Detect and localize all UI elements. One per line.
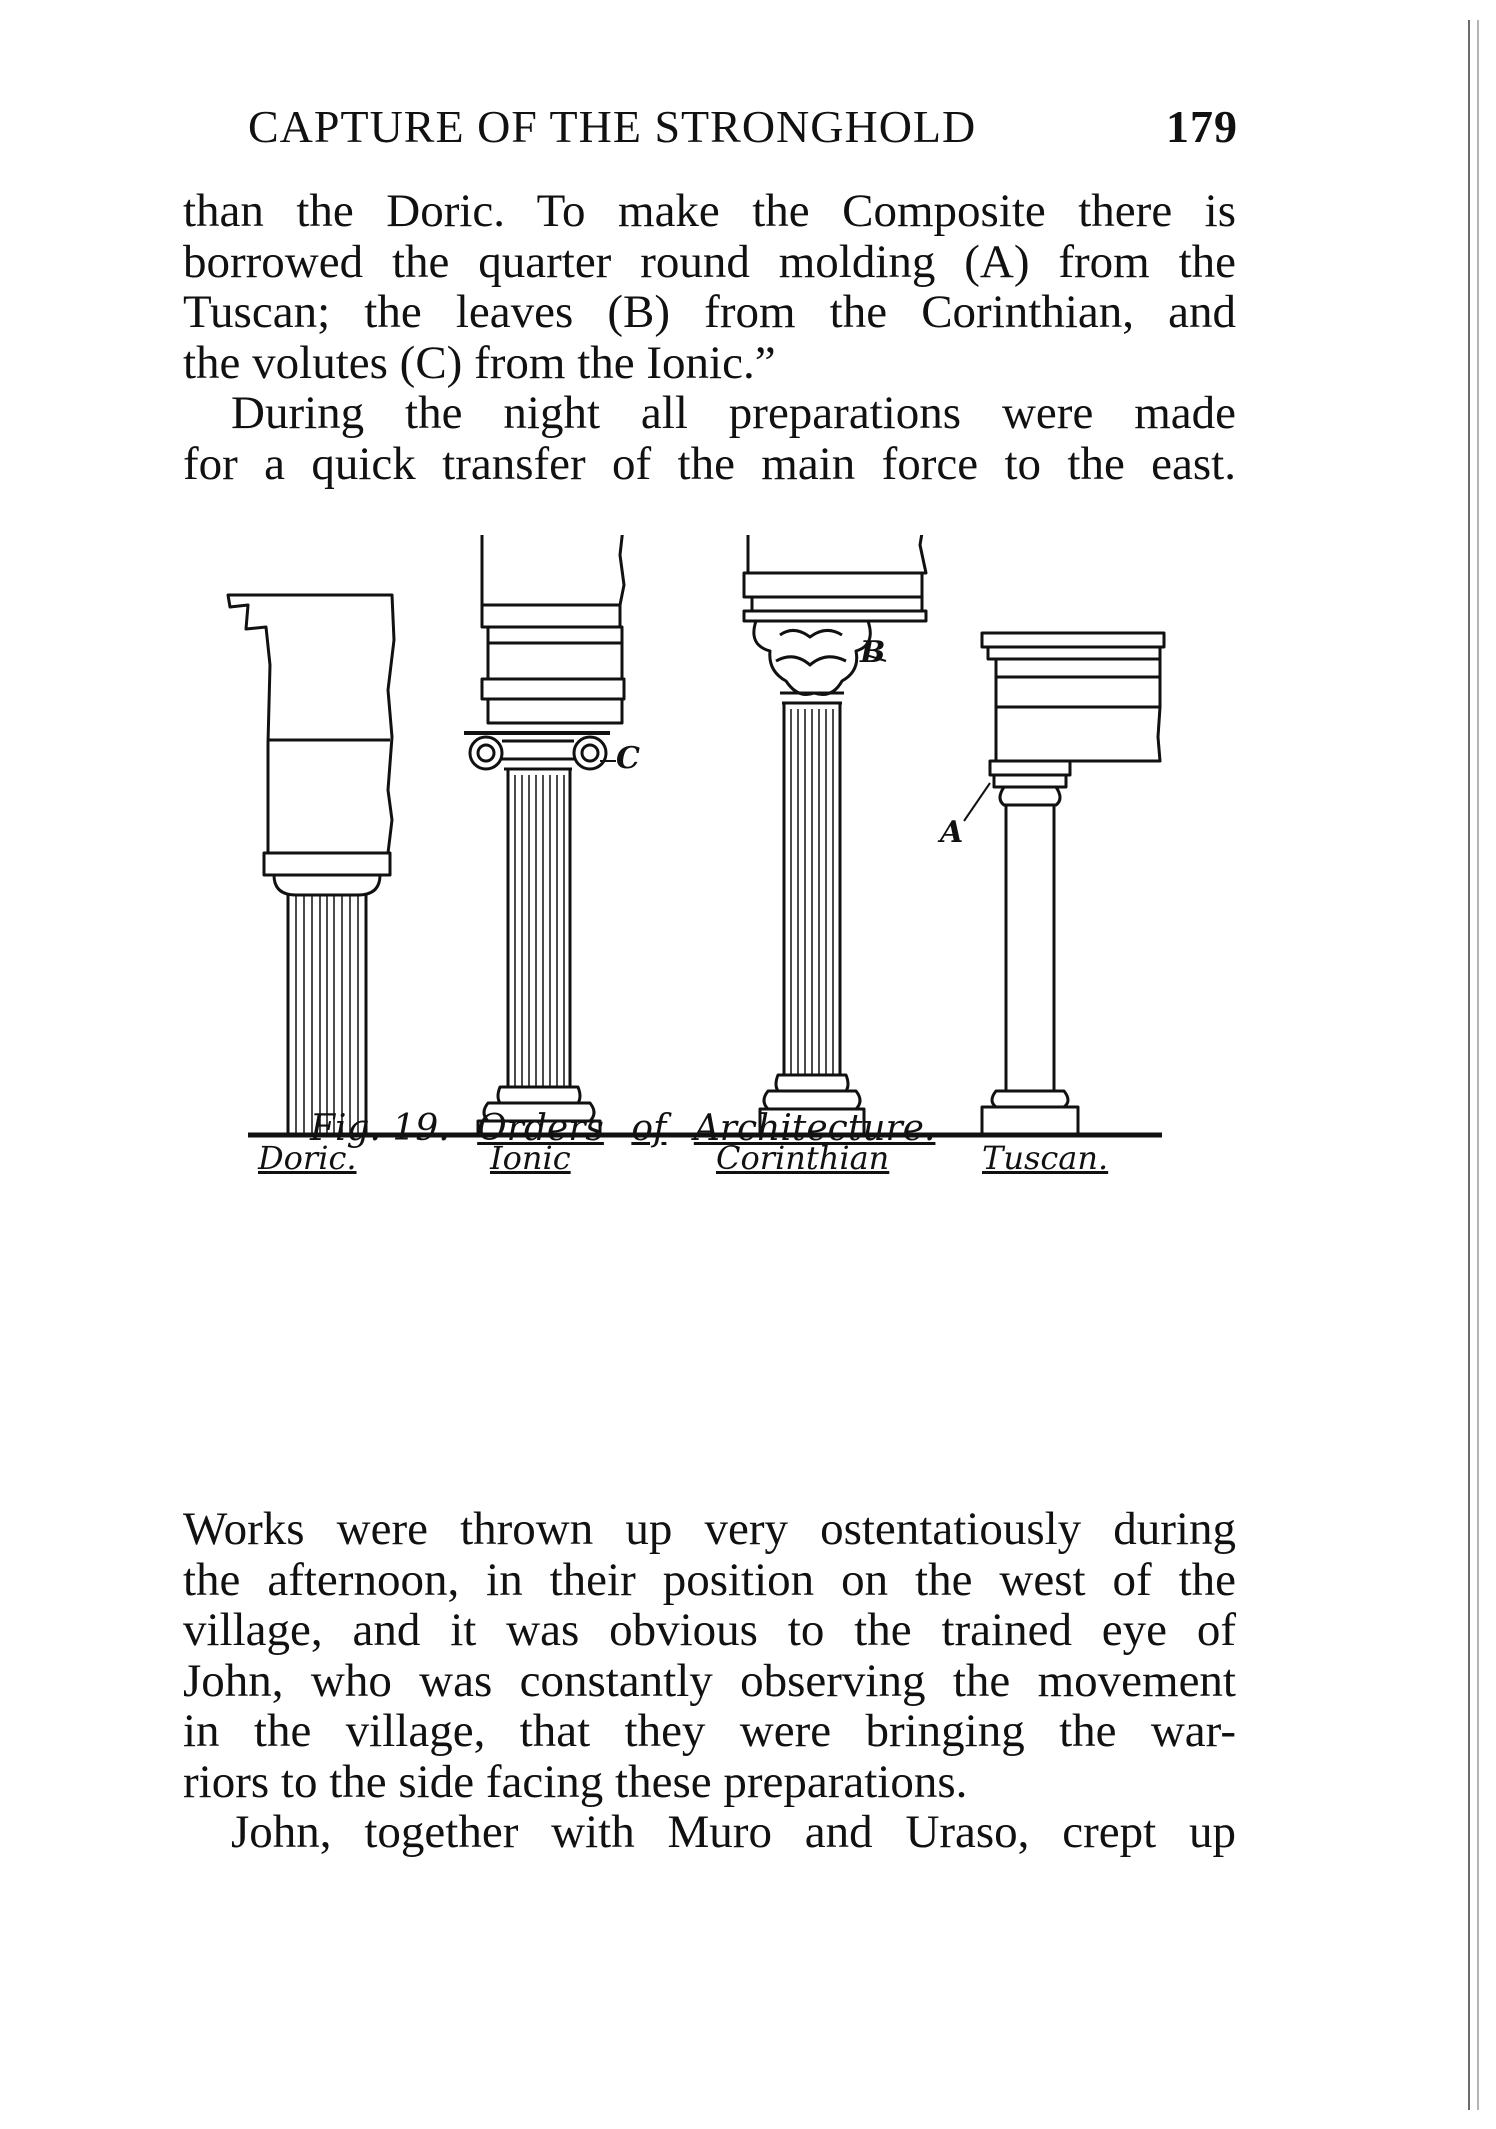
text-line: Tuscan; the leaves (B) from the Corinthian, and <box>183 286 1236 338</box>
label-ionic: Ionic <box>490 1139 571 1177</box>
text-line: During the night all preparations were made <box>231 387 1236 439</box>
text-line: Works were thrown up very ostentatiously during <box>183 1503 1236 1555</box>
text-line: riors to the side facing these preparations. <box>183 1755 968 1808</box>
mark-c: C <box>616 741 640 776</box>
text-line: in the village, that they were bringing the war- <box>183 1705 1236 1757</box>
paragraph-block-bottom <box>183 1504 1236 1858</box>
tuscan-column <box>964 633 1164 1135</box>
orders-of-architecture-figure <box>220 535 1190 1177</box>
text-line: John, who was constantly observing the movement <box>183 1654 1236 1707</box>
running-head <box>248 100 1238 160</box>
text-line: the afternoon, in their position on the west of the <box>183 1553 1236 1606</box>
text-line: borrowed the quarter round molding (A) from the <box>183 235 1236 288</box>
corinthian-column <box>710 535 930 1135</box>
page-edge-line <box>1468 20 1470 2110</box>
label-doric: Doric. <box>258 1139 357 1177</box>
ionic-column <box>452 535 624 1135</box>
page-edge-line <box>1477 20 1479 2110</box>
text-line: for a quick transfer of the main force to the east. <box>183 437 1236 490</box>
mark-a: A <box>940 815 964 850</box>
caption-fig-number: Fig. 19. <box>310 1108 450 1149</box>
text-line: village, and it was obvious to the trained eye of <box>183 1604 1236 1656</box>
mark-b: B <box>860 635 886 670</box>
label-corinthian: Corinthian <box>716 1139 890 1177</box>
page-number: 179 <box>1166 101 1238 152</box>
figure-caption <box>310 1108 951 1149</box>
text-line: John, together with Muro and Uraso, crept up <box>231 1806 1236 1858</box>
chapter-title: CAPTURE OF THE STRONGHOLD <box>248 101 977 152</box>
label-tuscan: Tuscan. <box>982 1139 1109 1177</box>
caption-of: of <box>631 1108 667 1149</box>
paragraph-block-top <box>183 186 1236 489</box>
doric-column <box>228 595 394 1135</box>
caption-orders: Orders <box>477 1108 604 1149</box>
text-line: than the Doric. To make the Composite there is <box>183 185 1236 237</box>
caption-architecture: Architecture. <box>693 1108 936 1149</box>
text-line: the volutes (C) from the Ionic.” <box>183 336 776 389</box>
column-illustration <box>220 535 1190 1155</box>
